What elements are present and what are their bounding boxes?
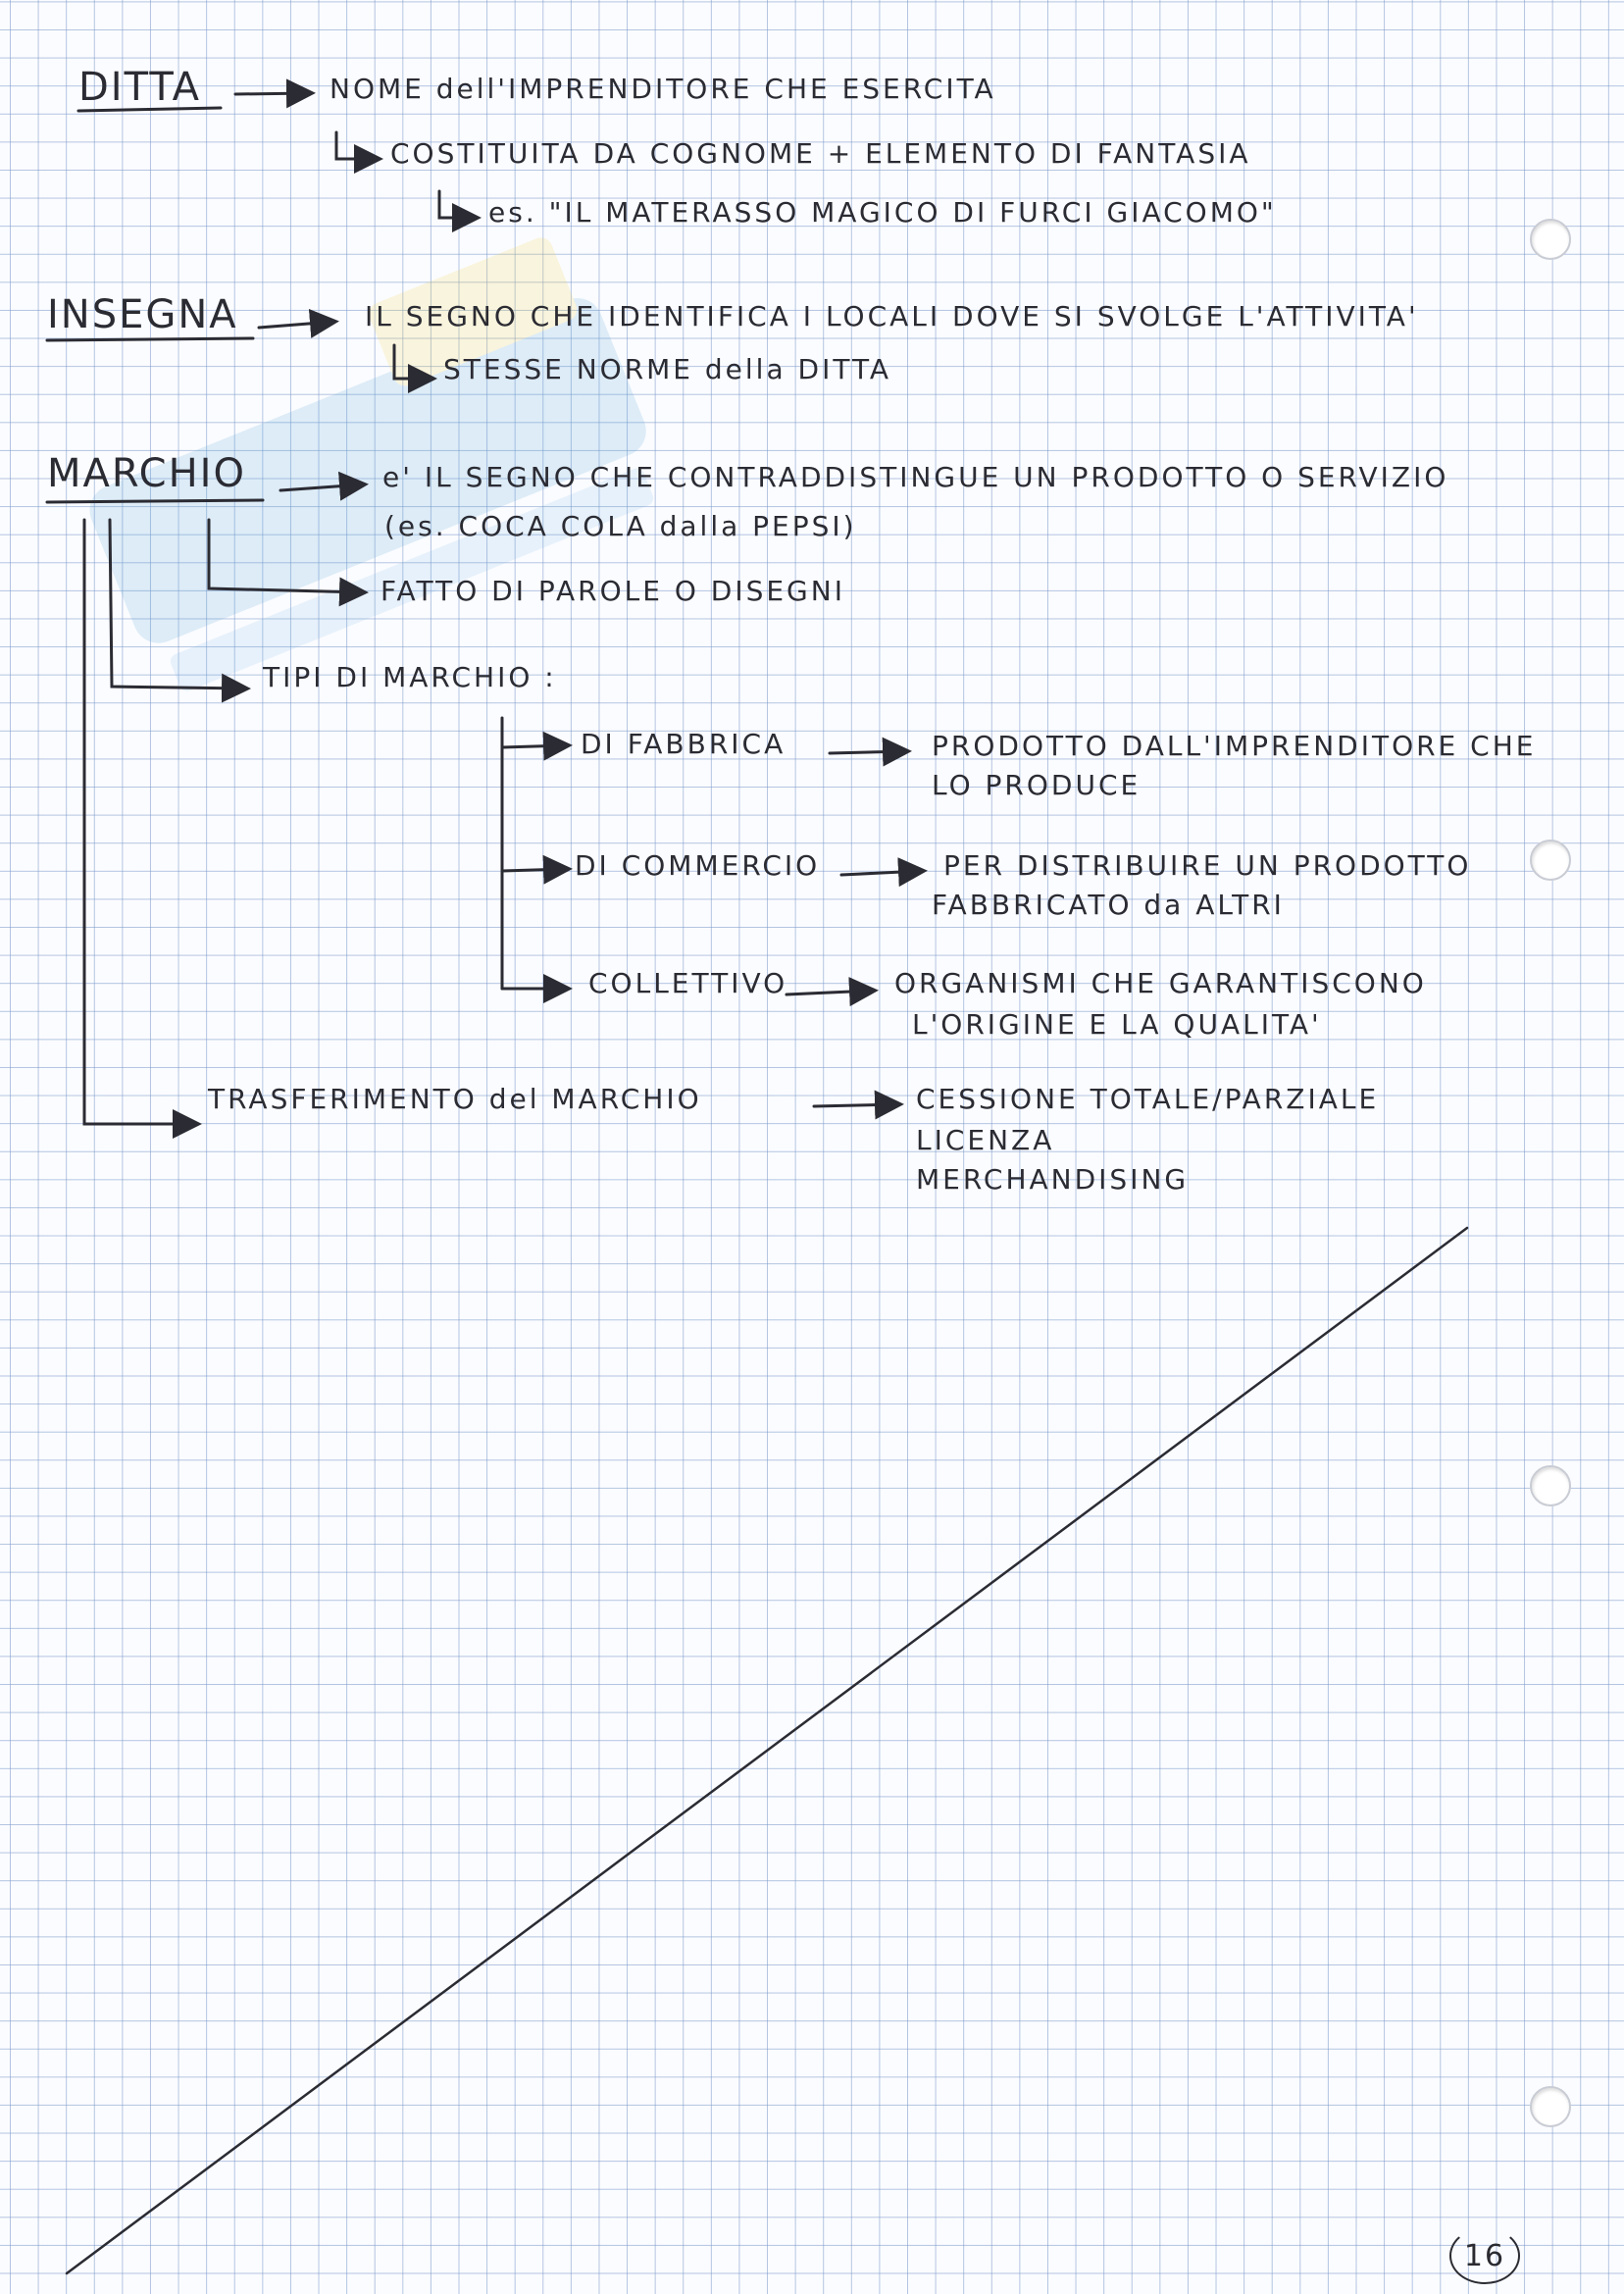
punch-hole: [1530, 2086, 1571, 2127]
ditta-arrow: [235, 93, 310, 94]
marchio-title: MARCHIO: [47, 451, 246, 496]
ditta-sub-hook: [336, 132, 378, 159]
made-of-branch: [209, 520, 363, 592]
marchio-underline: [47, 500, 263, 502]
insegna-sub-hook: [394, 345, 431, 379]
insegna-title: INSEGNA: [47, 292, 238, 337]
insegna-sub: STESSE NORME della DITTA: [443, 353, 892, 385]
type-description: PER DISTRIBUIRE UN PRODOTTO: [943, 849, 1472, 882]
transfer-item: CESSIONE TOTALE/PARZIALE: [916, 1083, 1380, 1115]
ditta-example-hook: [439, 191, 476, 218]
marchio-types-label: TIPI DI MARCHIO :: [263, 661, 557, 693]
transfer-arrow: [814, 1104, 898, 1106]
transfer-item: LICENZA: [916, 1124, 1055, 1156]
type-name: DI FABBRICA: [581, 728, 787, 760]
insegna-underline: [47, 338, 253, 340]
type-1-arrow: [830, 751, 906, 753]
ditta-title: DITTA: [78, 65, 202, 110]
marchio-transfer-label: TRASFERIMENTO del MARCHIO: [208, 1083, 702, 1115]
transfer-branch: [84, 520, 196, 1124]
insegna-arrow: [259, 322, 333, 328]
type-1-branch: [502, 745, 567, 747]
ditta-sub: COSTITUITA DA COGNOME + ELEMENTO DI FANTASIA: [390, 137, 1251, 170]
types-branch: [110, 520, 245, 688]
punch-hole: [1530, 219, 1571, 260]
diagonal-strike-line: [67, 1228, 1467, 2273]
transfer-item: MERCHANDISING: [916, 1163, 1190, 1196]
type-description: PRODOTTO DALL'IMPRENDITORE CHE: [932, 730, 1537, 762]
ditta-example: es. "IL MATERASSO MAGICO DI FURCI GIACOMO": [488, 196, 1277, 229]
type-2-arrow: [841, 871, 922, 875]
type-name: COLLETTIVO: [588, 967, 788, 999]
ditta-definition: NOME dell'IMPRENDITORE CHE ESERCITA: [330, 73, 996, 105]
type-name: DI COMMERCIO: [575, 849, 821, 882]
type-description: FABBRICATO da ALTRI: [932, 889, 1285, 921]
punch-hole: [1530, 840, 1571, 881]
type-description: LO PRODUCE: [932, 769, 1142, 801]
marchio-definition-line-1: e' IL SEGNO CHE CONTRADDISTINGUE UN PRODOTTO O SERVIZIO: [382, 461, 1449, 493]
type-description: ORGANISMI CHE GARANTISCONO: [894, 967, 1427, 999]
type-2-branch: [502, 869, 567, 871]
insegna-definition: IL SEGNO CHE IDENTIFICA I LOCALI DOVE SI SVOLGE L'ATTIVITA': [365, 300, 1419, 332]
marchio-arrow: [280, 484, 363, 490]
marchio-made-of: FATTO DI PAROLE O DISEGNI: [381, 575, 845, 607]
type-3-arrow: [787, 991, 873, 994]
page-number: 16: [1449, 2227, 1520, 2284]
punch-hole: [1530, 1465, 1571, 1506]
type-description: L'ORIGINE E LA QUALITA': [912, 1008, 1322, 1041]
marchio-definition-line-2: (es. COCA COLA dalla PEPSI): [384, 510, 857, 542]
